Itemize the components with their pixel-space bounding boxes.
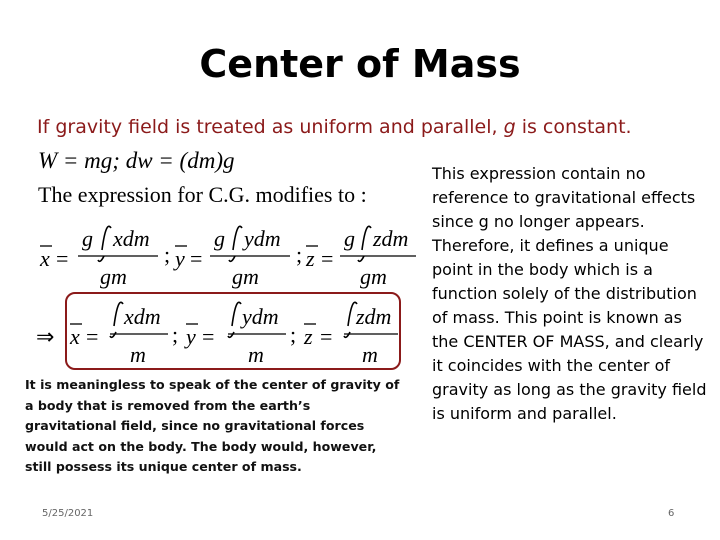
explanation-line: reference to gravitational effects: [432, 188, 696, 207]
explanation-line: since g no longer appears.: [432, 212, 645, 231]
svg-text:gm: gm: [360, 264, 387, 289]
subtitle-before: If gravity field is treated as uniform and parallel,: [37, 116, 504, 138]
note-text: [25, 375, 420, 478]
note-line: still possess its unique center of mass.: [25, 459, 302, 474]
svg-text:=: =: [320, 324, 333, 349]
svg-text:;: ;: [164, 242, 171, 267]
svg-text:;: ;: [296, 242, 303, 267]
explanation-line: is uniform and parallel.: [432, 404, 617, 423]
xbar-symbol: x: [40, 246, 50, 271]
page-number: 6: [668, 508, 675, 519]
svg-text:=: =: [56, 246, 69, 271]
note-line: gravitational field, since no gravitational forces: [25, 418, 365, 433]
svg-text:x: x: [70, 324, 80, 349]
g-symbol: g: [82, 226, 93, 251]
svg-text:=: =: [202, 324, 215, 349]
implies-symbol: ⇒: [36, 324, 55, 349]
gm-symbol: gm: [100, 264, 127, 289]
svg-text:gm: gm: [232, 264, 259, 289]
subtitle-after: is constant.: [515, 116, 632, 138]
explanation-line: gravity as long as the gravity field: [432, 380, 707, 399]
svg-text:=: =: [321, 246, 334, 271]
xdm-symbol: xdm: [113, 226, 150, 251]
note-line: It is meaningless to speak of the center of gravity of: [25, 377, 400, 392]
svg-text:z: z: [304, 324, 313, 349]
equation-weight: W = mg; dw = (dm)g: [38, 148, 235, 173]
svg-text:g: g: [344, 226, 355, 251]
cg-equations: [39, 226, 416, 289]
explanation-line: of mass. This point is known as: [432, 308, 682, 327]
svg-text:zdm: zdm: [356, 304, 392, 329]
note-line: would act on the body. The body would, however,: [25, 438, 377, 454]
zdm-symbol: zdm: [373, 226, 409, 251]
equations-image: [30, 146, 422, 374]
slide-title: Center of Mass: [199, 42, 521, 86]
svg-text:m: m: [362, 342, 378, 367]
svg-text:=: =: [86, 324, 99, 349]
explanation-text: [432, 162, 720, 426]
svg-text:=: =: [190, 246, 203, 271]
slide-subtitle: [37, 116, 632, 138]
svg-text:ydm: ydm: [242, 304, 279, 329]
svg-text:;: ;: [172, 322, 179, 347]
center-of-mass-box: [66, 293, 400, 369]
equation-intro: The expression for C.G. modifies to :: [38, 182, 367, 207]
subtitle-variable: g: [503, 116, 516, 138]
explanation-line: function solely of the distribution: [432, 284, 697, 303]
m-symbol: m: [130, 342, 146, 367]
svg-text:m: m: [248, 342, 264, 367]
ybar-symbol: y: [175, 246, 185, 271]
svg-text:g: g: [214, 226, 225, 251]
note-line: a body that is removed from the earth’s: [25, 397, 311, 413]
explanation-line: point in the body which is a: [432, 260, 653, 279]
explanation-line: This expression contain no: [432, 164, 646, 183]
svg-text:y: y: [186, 324, 196, 349]
svg-text:xdm: xdm: [124, 304, 161, 329]
svg-text:;: ;: [290, 322, 297, 347]
explanation-line: it coincides with the center of: [432, 356, 670, 375]
footer-date: 5/25/2021: [42, 508, 94, 519]
ydm-symbol: ydm: [244, 226, 281, 251]
explanation-line: the CENTER OF MASS, and clearly: [432, 332, 704, 351]
explanation-line: Therefore, it defines a unique: [432, 236, 669, 255]
com-equations: [36, 302, 398, 367]
zbar-symbol: z: [306, 246, 315, 271]
